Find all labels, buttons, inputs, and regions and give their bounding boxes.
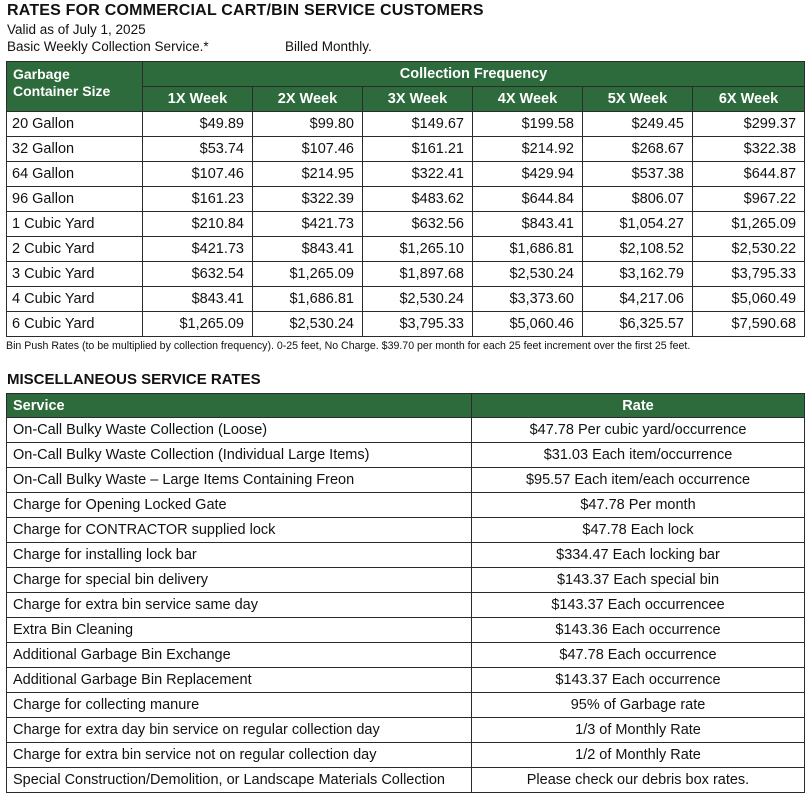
rate-cell: $1,265.09 bbox=[693, 212, 805, 237]
rate-cell: $644.87 bbox=[693, 162, 805, 187]
service-rate-cell: $143.37 Each special bin bbox=[472, 568, 805, 593]
rate-cell: $429.94 bbox=[473, 162, 583, 187]
rate-cell: $421.73 bbox=[253, 212, 363, 237]
frequency-column-header: 1X Week bbox=[143, 87, 253, 112]
rate-cell: $644.84 bbox=[473, 187, 583, 212]
rate-cell: $49.89 bbox=[143, 112, 253, 137]
table-row bbox=[7, 618, 805, 643]
service-cell: Special Construction/Demolition, or Landscape Materials Collection bbox=[7, 768, 472, 793]
table-row bbox=[7, 768, 805, 793]
rate-cell: $161.23 bbox=[143, 187, 253, 212]
frequency-column-header: 4X Week bbox=[473, 87, 583, 112]
service-cell: On-Call Bulky Waste – Large Items Containing Freon bbox=[7, 468, 472, 493]
table-row bbox=[7, 262, 805, 287]
service-cell: On-Call Bulky Waste Collection (Individual Large Items) bbox=[7, 443, 472, 468]
rate-cell: $843.41 bbox=[143, 287, 253, 312]
frequency-column-header: 3X Week bbox=[363, 87, 473, 112]
table-row bbox=[7, 237, 805, 262]
rate-cell: $843.41 bbox=[253, 237, 363, 262]
service-cell: Charge for installing lock bar bbox=[7, 543, 472, 568]
service-cell: Charge for special bin delivery bbox=[7, 568, 472, 593]
rate-cell: $6,325.57 bbox=[583, 312, 693, 337]
collection-frequency-header: Collection Frequency bbox=[143, 62, 805, 87]
service-rate-cell: $47.78 Each lock bbox=[472, 518, 805, 543]
service-cell: Additional Garbage Bin Replacement bbox=[7, 668, 472, 693]
rate-cell: $1,265.09 bbox=[253, 262, 363, 287]
rate-cell: $2,530.24 bbox=[253, 312, 363, 337]
rate-cell: $214.95 bbox=[253, 162, 363, 187]
container-size-cell: 6 Cubic Yard bbox=[7, 312, 143, 337]
rate-cell: $5,060.46 bbox=[473, 312, 583, 337]
service-rate-cell: 1/3 of Monthly Rate bbox=[472, 718, 805, 743]
table-row bbox=[7, 743, 805, 768]
table-row bbox=[7, 312, 805, 337]
rate-cell: $4,217.06 bbox=[583, 287, 693, 312]
service-cell: Additional Garbage Bin Exchange bbox=[7, 643, 472, 668]
table-row bbox=[7, 518, 805, 543]
table-row bbox=[7, 593, 805, 618]
rate-cell: $268.67 bbox=[583, 137, 693, 162]
rate-cell: $421.73 bbox=[143, 237, 253, 262]
container-size-cell: 96 Gallon bbox=[7, 187, 143, 212]
rate-cell: $210.84 bbox=[143, 212, 253, 237]
rate-cell: $1,054.27 bbox=[583, 212, 693, 237]
table-row bbox=[7, 543, 805, 568]
service-cell: Extra Bin Cleaning bbox=[7, 618, 472, 643]
service-rate-cell: 95% of Garbage rate bbox=[472, 693, 805, 718]
table-row bbox=[7, 287, 805, 312]
rate-cell: $2,530.24 bbox=[363, 287, 473, 312]
table-row bbox=[7, 418, 805, 443]
container-size-cell: 3 Cubic Yard bbox=[7, 262, 143, 287]
container-size-header: Garbage Container Size bbox=[7, 62, 143, 112]
page-title: RATES FOR COMMERCIAL CART/BIN SERVICE CUSTOMERS bbox=[7, 2, 484, 19]
service-rate-cell: $143.37 Each occurrencee bbox=[472, 593, 805, 618]
rate-cell: $299.37 bbox=[693, 112, 805, 137]
container-size-cell: 64 Gallon bbox=[7, 162, 143, 187]
service-cell: Charge for extra bin service same day bbox=[7, 593, 472, 618]
rate-cell: $3,373.60 bbox=[473, 287, 583, 312]
rate-cell: $7,590.68 bbox=[693, 312, 805, 337]
rate-cell: $483.62 bbox=[363, 187, 473, 212]
rate-cell: $5,060.49 bbox=[693, 287, 805, 312]
rate-cell: $199.58 bbox=[473, 112, 583, 137]
table-row bbox=[7, 162, 805, 187]
frequency-column-header: 5X Week bbox=[583, 87, 693, 112]
service-cell: Charge for Opening Locked Gate bbox=[7, 493, 472, 518]
misc-title: MISCELLANEOUS SERVICE RATES bbox=[7, 371, 261, 388]
rates-table bbox=[6, 61, 805, 337]
service-column-header: Service bbox=[7, 394, 472, 418]
table-row bbox=[7, 112, 805, 137]
service-description: Basic Weekly Collection Service.* bbox=[7, 39, 209, 54]
service-rate-cell: $143.36 Each occurrence bbox=[472, 618, 805, 643]
rate-cell: $967.22 bbox=[693, 187, 805, 212]
rate-cell: $322.41 bbox=[363, 162, 473, 187]
service-rate-cell: Please check our debris box rates. bbox=[472, 768, 805, 793]
rate-cell: $806.07 bbox=[583, 187, 693, 212]
table-row bbox=[7, 718, 805, 743]
container-size-cell: 4 Cubic Yard bbox=[7, 287, 143, 312]
table-row bbox=[7, 187, 805, 212]
bin-push-note: Bin Push Rates (to be multiplied by collection frequency). 0-25 feet, No Charge. $39.70 per month for each 25 feet increment over the first 25 feet. bbox=[6, 340, 691, 352]
rate-cell: $249.45 bbox=[583, 112, 693, 137]
table-row bbox=[7, 212, 805, 237]
rate-cell: $99.80 bbox=[253, 112, 363, 137]
service-rate-cell: $31.03 Each item/occurrence bbox=[472, 443, 805, 468]
service-cell: Charge for extra bin service not on regular collection day bbox=[7, 743, 472, 768]
rate-cell: $2,530.22 bbox=[693, 237, 805, 262]
rate-cell: $632.56 bbox=[363, 212, 473, 237]
container-size-cell: 32 Gallon bbox=[7, 137, 143, 162]
rate-cell: $107.46 bbox=[253, 137, 363, 162]
service-cell: Charge for extra day bin service on regular collection day bbox=[7, 718, 472, 743]
rate-cell: $632.54 bbox=[143, 262, 253, 287]
rate-cell: $537.38 bbox=[583, 162, 693, 187]
container-size-cell: 2 Cubic Yard bbox=[7, 237, 143, 262]
table-row bbox=[7, 468, 805, 493]
rate-cell: $322.38 bbox=[693, 137, 805, 162]
rate-cell: $107.46 bbox=[143, 162, 253, 187]
misc-rates-table bbox=[6, 393, 805, 793]
rate-cell: $1,686.81 bbox=[473, 237, 583, 262]
table-row bbox=[7, 568, 805, 593]
service-cell: On-Call Bulky Waste Collection (Loose) bbox=[7, 418, 472, 443]
rate-column-header: Rate bbox=[472, 394, 805, 418]
rate-cell: $3,162.79 bbox=[583, 262, 693, 287]
rate-cell: $2,530.24 bbox=[473, 262, 583, 287]
rate-cell: $53.74 bbox=[143, 137, 253, 162]
table-row bbox=[7, 668, 805, 693]
table-row bbox=[7, 137, 805, 162]
service-rate-cell: $95.57 Each item/each occurrence bbox=[472, 468, 805, 493]
service-cell: Charge for collecting manure bbox=[7, 693, 472, 718]
rate-cell: $843.41 bbox=[473, 212, 583, 237]
table-row bbox=[7, 643, 805, 668]
rate-cell: $2,108.52 bbox=[583, 237, 693, 262]
rate-cell: $3,795.33 bbox=[693, 262, 805, 287]
table-row bbox=[7, 493, 805, 518]
rate-cell: $3,795.33 bbox=[363, 312, 473, 337]
rate-cell: $1,686.81 bbox=[253, 287, 363, 312]
rate-cell: $149.67 bbox=[363, 112, 473, 137]
table-row bbox=[7, 443, 805, 468]
container-size-cell: 1 Cubic Yard bbox=[7, 212, 143, 237]
service-rate-cell: $47.78 Per cubic yard/occurrence bbox=[472, 418, 805, 443]
rate-cell: $161.21 bbox=[363, 137, 473, 162]
container-size-cell: 20 Gallon bbox=[7, 112, 143, 137]
service-rate-cell: $47.78 Per month bbox=[472, 493, 805, 518]
service-rate-cell: $143.37 Each occurrence bbox=[472, 668, 805, 693]
rate-cell: $322.39 bbox=[253, 187, 363, 212]
service-rate-cell: $334.47 Each locking bar bbox=[472, 543, 805, 568]
table-row bbox=[7, 693, 805, 718]
billing-note: Billed Monthly. bbox=[285, 39, 372, 54]
service-cell: Charge for CONTRACTOR supplied lock bbox=[7, 518, 472, 543]
frequency-column-header: 6X Week bbox=[693, 87, 805, 112]
rate-cell: $1,265.09 bbox=[143, 312, 253, 337]
service-rate-cell: $47.78 Each occurrence bbox=[472, 643, 805, 668]
frequency-column-header: 2X Week bbox=[253, 87, 363, 112]
rate-cell: $214.92 bbox=[473, 137, 583, 162]
valid-date: Valid as of July 1, 2025 bbox=[7, 22, 146, 37]
rate-cell: $1,265.10 bbox=[363, 237, 473, 262]
rate-cell: $1,897.68 bbox=[363, 262, 473, 287]
service-rate-cell: 1/2 of Monthly Rate bbox=[472, 743, 805, 768]
